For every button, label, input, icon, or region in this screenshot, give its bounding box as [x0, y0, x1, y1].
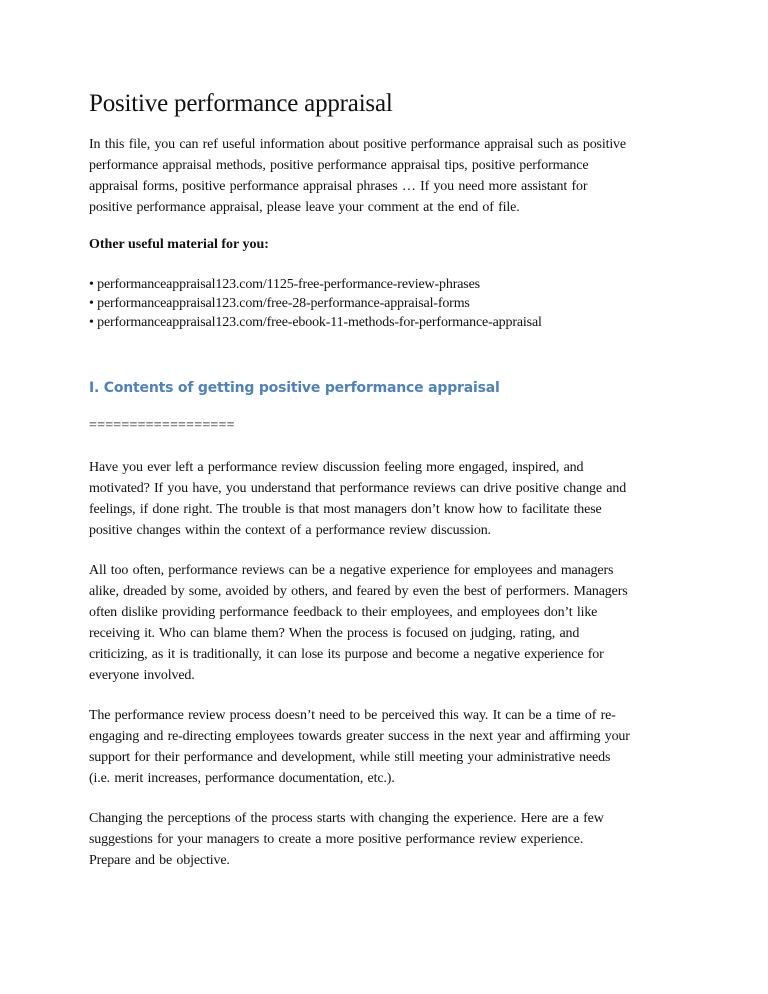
intro-paragraph	[89, 134, 679, 218]
intro-line: In this file, you can ref useful information about positive performance appraisal such as positive	[89, 137, 626, 152]
body-paragraph	[89, 457, 679, 541]
paragraph-line: feelings, if done right. The trouble is that most managers don’t know how to facilitate these	[89, 502, 602, 517]
intro-line: appraisal forms, positive performance appraisal phrases … If you need more assistant for	[89, 179, 588, 194]
section-heading: I. Contents of getting positive performance appraisal	[89, 380, 500, 396]
paragraph-line: engaging and re-directing employees towards greater success in the next year and affirming your	[89, 729, 630, 744]
document-title: Positive performance appraisal	[89, 90, 393, 117]
paragraph-line: alike, dreaded by some, avoided by others, and feared by even the best of performers. Managers	[89, 584, 628, 599]
paragraph-line: often dislike providing performance feedback to their employees, and employees don’t like	[89, 605, 598, 620]
paragraph-line: criticizing, as it is traditionally, it can lose its purpose and become a negative experience for	[89, 647, 604, 662]
document-page	[89, 88, 679, 871]
paragraph-line: support for their performance and development, while still meeting your administrative needs	[89, 750, 611, 765]
paragraph-line: All too often, performance reviews can be a negative experience for employees and managers	[89, 563, 614, 578]
useful-links-list	[89, 275, 679, 332]
paragraph-line: suggestions for your managers to create a more positive performance review experience.	[89, 832, 584, 847]
paragraph-line: receiving it. Who can blame them? When the process is focused on judging, rating, and	[89, 626, 580, 641]
paragraph-line: motivated? If you have, you understand that performance reviews can drive positive change and	[89, 481, 627, 496]
useful-link-item[interactable]: • performanceappraisal123.com/free-ebook-11-methods-for-performance-appraisal	[89, 315, 542, 330]
paragraph-line: The performance review process doesn’t need to be perceived this way. It can be a time of re-	[89, 708, 616, 723]
paragraph-gap	[89, 789, 679, 808]
paragraph-gap	[89, 541, 679, 560]
paragraph-line: positive changes within the context of a performance review discussion.	[89, 523, 491, 538]
separator-line: ==================	[89, 418, 235, 433]
body-paragraph	[89, 705, 679, 789]
paragraph-line: Prepare and be objective.	[89, 853, 230, 868]
intro-line: performance appraisal methods, positive performance appraisal tips, positive performance	[89, 158, 589, 173]
paragraph-gap	[89, 686, 679, 705]
paragraph-line: everyone involved.	[89, 668, 195, 683]
paragraph-line: Have you ever left a performance review discussion feeling more engaged, inspired, and	[89, 460, 584, 475]
paragraph-line: Changing the perceptions of the process starts with changing the experience. Here are a few	[89, 811, 604, 826]
paragraph-line: (i.e. merit increases, performance documentation, etc.).	[89, 771, 395, 786]
body-paragraph	[89, 808, 679, 871]
body-paragraph	[89, 560, 679, 686]
useful-link-item[interactable]: • performanceappraisal123.com/free-28-performance-appraisal-forms	[89, 296, 470, 311]
useful-link-item[interactable]: • performanceappraisal123.com/1125-free-performance-review-phrases	[89, 277, 480, 292]
intro-line: positive performance appraisal, please leave your comment at the end of file.	[89, 200, 520, 215]
useful-material-heading: Other useful material for you:	[89, 237, 269, 252]
